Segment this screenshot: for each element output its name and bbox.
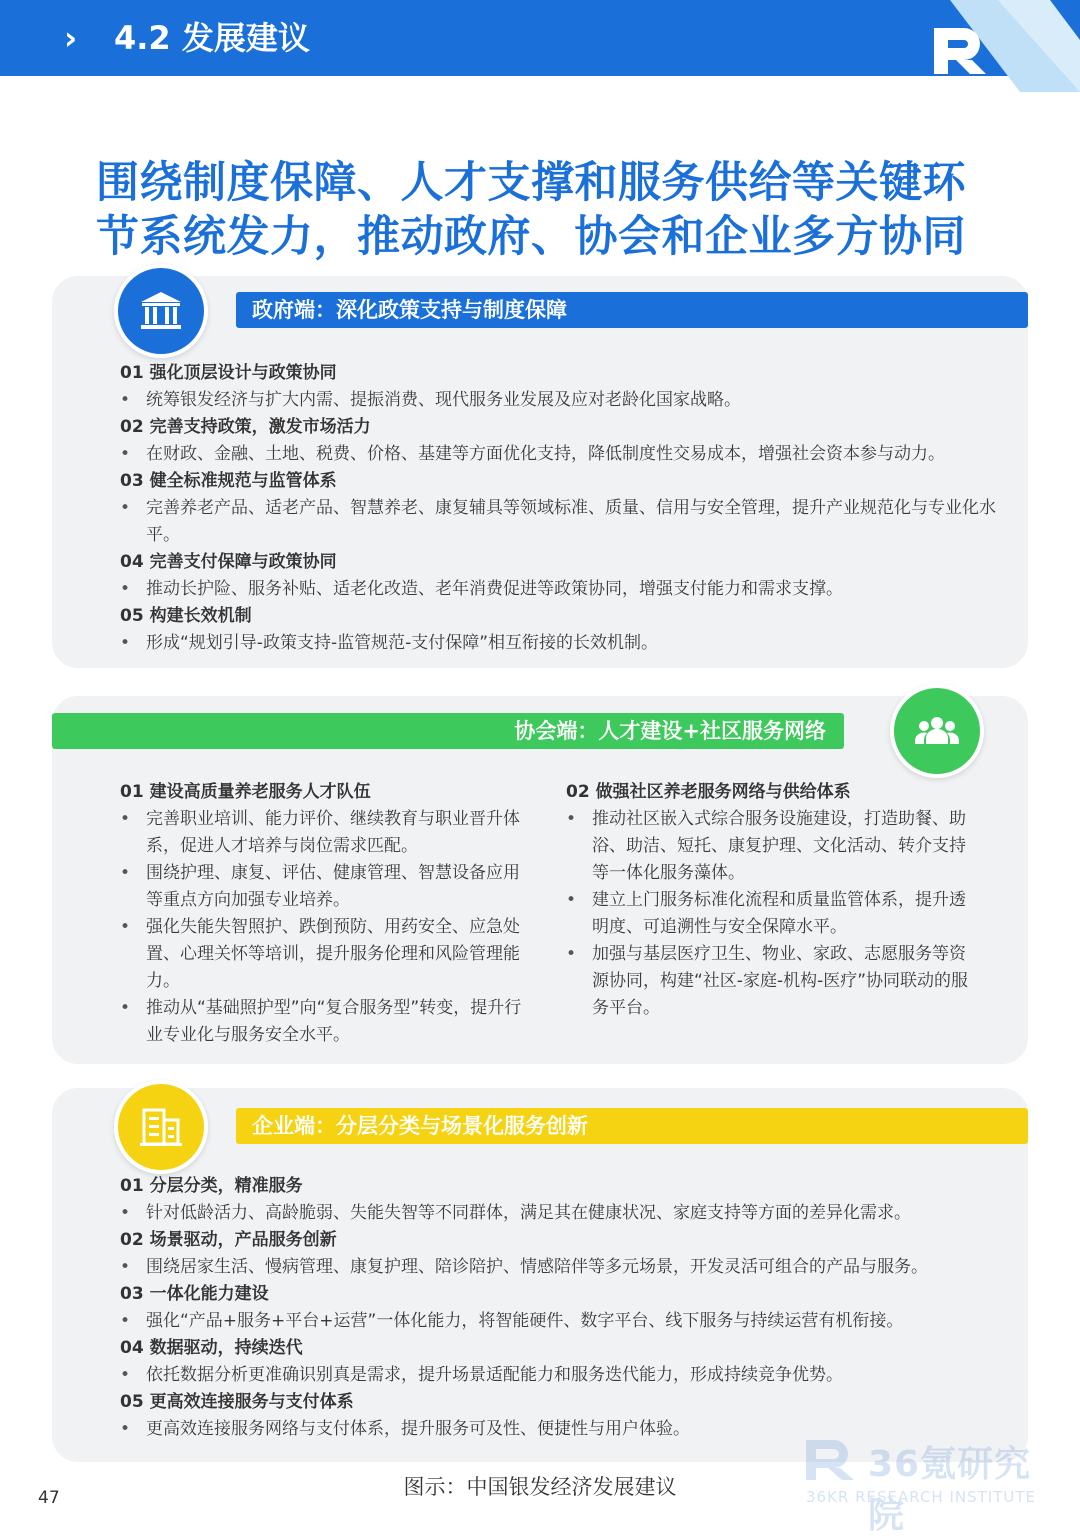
main-title-line: 围绕制度保障、人才支撑和服务供给等关键环 (96, 158, 966, 208)
chevron-right-icon: › (64, 19, 78, 57)
36kr-logo-icon (920, 0, 1080, 92)
list-item-bullet: • 强化失能失智照护、跌倒预防、用药安全、应急处置、心理关怀等培训，提升服务伦理和风险管理能力。 (120, 914, 530, 995)
association-left-column (120, 779, 530, 1049)
government-list (120, 360, 1000, 657)
enterprise-icon-badge (114, 1080, 208, 1174)
enterprise-banner: 企业端：分层分类与场景化服务创新 (236, 1108, 1028, 1144)
list-item-bullet: • 强化“产品+服务+平台+运营”一体化能力，将智能硬件、数字平台、线下服务与持续运营有机衔接。 (120, 1308, 1000, 1335)
page-header (0, 0, 1080, 76)
list-item-heading: 04 数据驱动，持续迭代 (120, 1338, 303, 1358)
watermark-en: 36KR RESEARCH INSTITUTE (806, 1488, 1037, 1506)
government-building-icon (136, 286, 186, 336)
government-banner: 政府端：深化政策支持与制度保障 (236, 292, 1028, 328)
list-item-bullet: • 围绕护理、康复、评估、健康管理、智慧设备应用等重点方向加强专业培养。 (120, 860, 530, 914)
watermark-cn: 36氪研究院 (868, 1444, 1032, 1536)
list-item-bullet: • 完善养老产品、适老产品、智慧养老、康复辅具等领域标准、质量、信用与安全管理，提升产业规范化与专业化水平。 (120, 495, 1000, 549)
list-item-bullet: • 形成“规划引导-政策支持-监管规范-支付保障”相互衔接的长效机制。 (120, 630, 1000, 657)
list-item-bullet: • 在财政、金融、土地、税费、价格、基建等方面优化支持，降低制度性交易成本，增强社会资本参与动力。 (120, 441, 1000, 468)
main-title-line: 节系统发力，推动政府、协会和企业多方协同 (96, 212, 966, 262)
government-icon-badge (114, 264, 208, 358)
page-number: 47 (38, 1488, 60, 1508)
list-item-heading: 04 完善支付保障与政策协同 (120, 552, 337, 572)
association-banner: 协会端：人才建设+社区服务网络 (52, 713, 844, 749)
list-item-heading: 02 完善支持政策，激发市场活力 (120, 417, 371, 437)
list-item-bullet: • 依托数据分析更准确识别真是需求，提升场景适配能力和服务迭代能力，形成持续竞争优势。 (120, 1362, 1000, 1389)
association-right-column (566, 779, 976, 1022)
list-item-bullet: • 完善职业培训、能力评价、继续教育与职业晋升体系，促进人才培养与岗位需求匹配。 (120, 806, 530, 860)
list-item-bullet: • 加强与基层医疗卫生、物业、家政、志愿服务等资源协同，构建“社区-家庭-机构-医疗”协同联动的服务平台。 (566, 941, 976, 1022)
list-item-heading: 01 强化顶层设计与政策协同 (120, 363, 337, 383)
list-item-heading: 02 场景驱动，产品服务创新 (120, 1230, 337, 1250)
list-item-bullet: • 推动从“基础照护型”向“复合服务型”转变，提升行业专业化与服务安全水平。 (120, 995, 530, 1049)
figure-caption: 图示：中国银发经济发展建议 (403, 1475, 677, 1499)
list-item-heading: 03 健全标准规范与监管体系 (120, 471, 337, 491)
list-item-bullet: • 围绕居家生活、慢病管理、康复护理、陪诊陪护、情感陪伴等多元场景，开发灵活可组合的产品与服务。 (120, 1254, 1000, 1281)
main-title (96, 156, 996, 264)
people-group-icon (912, 706, 962, 756)
list-item-bullet: • 建立上门服务标准化流程和质量监管体系，提升透明度、可追溯性与安全保障水平。 (566, 887, 976, 941)
list-item-heading: 01 分层分类，精准服务 (120, 1176, 303, 1196)
association-icon-badge (890, 684, 984, 778)
section-title: 4.2 发展建议 (114, 19, 310, 57)
list-item-bullet: • 更高效连接服务网络与支付体系，提升服务可及性、便捷性与用户体验。 (120, 1416, 1000, 1443)
office-building-icon (136, 1102, 186, 1152)
list-item-heading: 02 做强社区养老服务网络与供给体系 (566, 782, 851, 802)
list-item-bullet: • 推动社区嵌入式综合服务设施建设，打造助餐、助浴、助洁、短托、康复护理、文化活动、转介支持等一体化服务藻体。 (566, 806, 976, 887)
list-item-heading: 03 一体化能力建设 (120, 1284, 269, 1304)
enterprise-list (120, 1173, 1000, 1443)
list-item-heading: 05 更高效连接服务与支付体系 (120, 1392, 354, 1412)
list-item-heading: 01 建设高质量养老服务人才队伍 (120, 782, 371, 802)
list-item-heading: 05 构建长效机制 (120, 606, 252, 626)
list-item-bullet: • 统筹银发经济与扩大内需、提振消费、现代服务业发展及应对老龄化国家战略。 (120, 387, 1000, 414)
list-item-bullet: • 推动长护险、服务补贴、适老化改造、老年消费促进等政策协同，增强支付能力和需求支撑。 (120, 576, 1000, 603)
list-item-bullet: • 针对低龄活力、高龄脆弱、失能失智等不同群体，满足其在健康状况、家庭支持等方面的差异化需求。 (120, 1200, 1000, 1227)
